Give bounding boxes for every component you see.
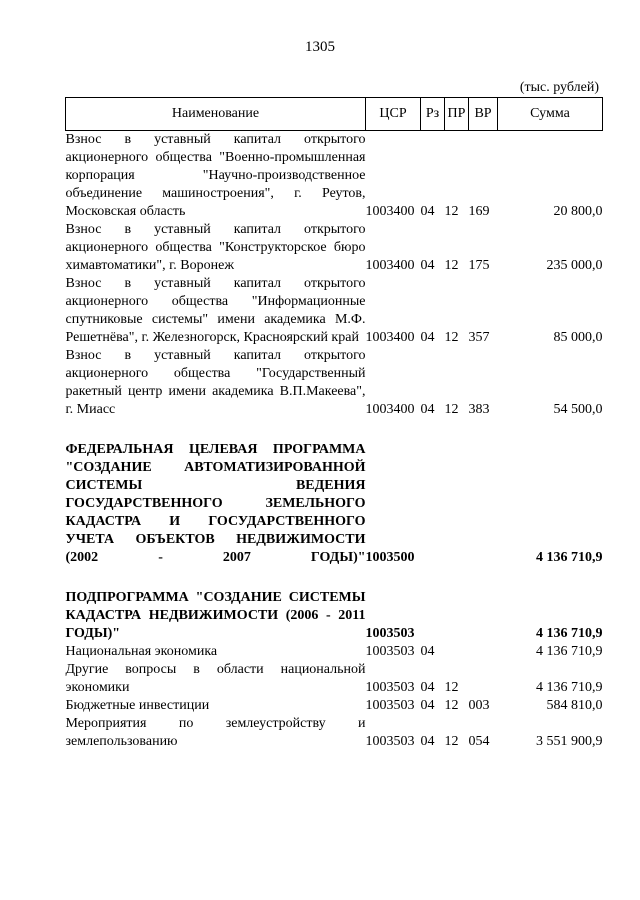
row-csr: 1003400: [365, 258, 415, 273]
row-pr: 12: [444, 204, 459, 219]
row-csr: 1003500: [365, 550, 415, 565]
header-pr: ПР: [445, 98, 469, 131]
row-vr: [469, 661, 498, 697]
row-name: Бюджетные инвестиции: [65, 698, 210, 713]
row-csr: 1003503: [365, 680, 415, 695]
row-rz: 04: [420, 680, 435, 695]
page-number: 1305: [305, 39, 335, 55]
row-rz: 04: [420, 402, 435, 417]
row-sum: 20 800,0: [553, 204, 603, 219]
row-rz: [421, 567, 445, 643]
row-vr: 357: [468, 330, 490, 345]
table-row: [66, 347, 603, 419]
row-vr: 169: [468, 204, 490, 219]
row-rz: 04: [420, 330, 435, 345]
table-row: [66, 715, 603, 751]
row-vr: 383: [468, 402, 490, 417]
row-name: Национальная экономика: [65, 644, 218, 659]
row-name: ФЕДЕРАЛЬНАЯ ЦЕЛЕВАЯ ПРОГРАММА "СОЗДАНИЕ АВТОМАТИЗИРОВАННОЙ СИСТЕМЫ ВЕДЕНИЯ ГОСУДАРСТВЕННОГО ЗЕМЕЛЬНОГО КАДАСТРА И ГОСУДАРСТВЕННОГО УЧЕТА ОБЪЕКТОВ НЕДВИЖИМОСТИ (2002 - 2007 ГОДЫ)": [65, 442, 366, 565]
row-rz: 04: [420, 644, 435, 659]
row-csr: 1003503: [365, 644, 415, 659]
row-sum: 584 810,0: [546, 698, 603, 713]
row-pr: 12: [444, 698, 459, 713]
row-csr: 1003503: [365, 626, 415, 641]
table-row: [66, 643, 603, 661]
header-rz: Рз: [421, 98, 445, 131]
row-name: Взнос в уставный капитал открытого акционерного общества "Конструкторское бюро химавтоматики", г. Воронеж: [65, 222, 366, 273]
row-name: ПОДПРОГРАММА "СОЗДАНИЕ СИСТЕМЫ КАДАСТРА НЕДВИЖИМОСТИ (2006 - 2011 ГОДЫ)": [65, 590, 366, 641]
table-row: [66, 275, 603, 347]
table-row: [66, 131, 603, 222]
row-pr: [445, 567, 469, 643]
row-sum: 235 000,0: [546, 258, 603, 273]
row-name: Другие вопросы в области национальной экономики: [65, 662, 366, 695]
table-row: [66, 697, 603, 715]
row-pr: 12: [444, 330, 459, 345]
row-vr: [469, 419, 498, 567]
row-pr: [445, 419, 469, 567]
row-sum: 85 000,0: [553, 330, 603, 345]
row-vr: 054: [468, 734, 490, 749]
row-vr: 175: [468, 258, 490, 273]
header-name: Наименование: [66, 98, 366, 131]
row-csr: 1003503: [365, 698, 415, 713]
row-csr: 1003503: [365, 734, 415, 749]
row-rz: 04: [420, 734, 435, 749]
row-name: Взнос в уставный капитал открытого акционерного общества "Государственный ракетный центр имени академика В.П.Макеева", г. Миасс: [65, 348, 366, 417]
row-csr: 1003400: [365, 204, 415, 219]
row-name: Взнос в уставный капитал открытого акционерного общества "Военно-промышленная корпорация "Научно-производственное объединение машиностроения", г. Реутов, Московская область: [65, 132, 366, 219]
row-pr: 12: [444, 734, 459, 749]
row-sum: 54 500,0: [553, 402, 603, 417]
header-sum: Сумма: [498, 98, 603, 131]
budget-table: [65, 97, 603, 751]
row-rz: [421, 419, 445, 567]
row-sum: 4 136 710,9: [536, 550, 603, 565]
units-label: (тыс. рублей): [519, 80, 599, 95]
row-sum: 4 136 710,9: [536, 644, 603, 659]
row-vr: [469, 643, 498, 661]
table-row: [66, 221, 603, 275]
row-pr: 12: [444, 402, 459, 417]
table-row: [66, 567, 603, 643]
row-rz: 04: [420, 258, 435, 273]
table-row: [66, 419, 603, 567]
row-pr: 12: [444, 680, 459, 695]
row-rz: 04: [420, 698, 435, 713]
row-name: Мероприятия по землеустройству и землепользованию: [65, 716, 366, 749]
row-csr: 1003400: [365, 402, 415, 417]
row-csr: 1003400: [365, 330, 415, 345]
table-row: [66, 661, 603, 697]
row-sum: 4 136 710,9: [536, 680, 603, 695]
row-rz: 04: [420, 204, 435, 219]
header-csr: ЦСР: [366, 98, 421, 131]
table-body: [66, 131, 603, 752]
row-vr: [469, 567, 498, 643]
row-sum: 4 136 710,9: [536, 626, 603, 641]
row-pr: [445, 643, 469, 661]
row-sum: 3 551 900,9: [536, 734, 603, 749]
row-name: Взнос в уставный капитал открытого акционерного общества "Информационные спутниковые системы" имени академика М.Ф. Решетнёва", г. Железногорск, Красноярский край: [65, 276, 366, 345]
row-pr: 12: [444, 258, 459, 273]
table-header-row: [66, 98, 603, 131]
row-vr: 003: [468, 698, 490, 713]
header-vr: ВР: [469, 98, 498, 131]
